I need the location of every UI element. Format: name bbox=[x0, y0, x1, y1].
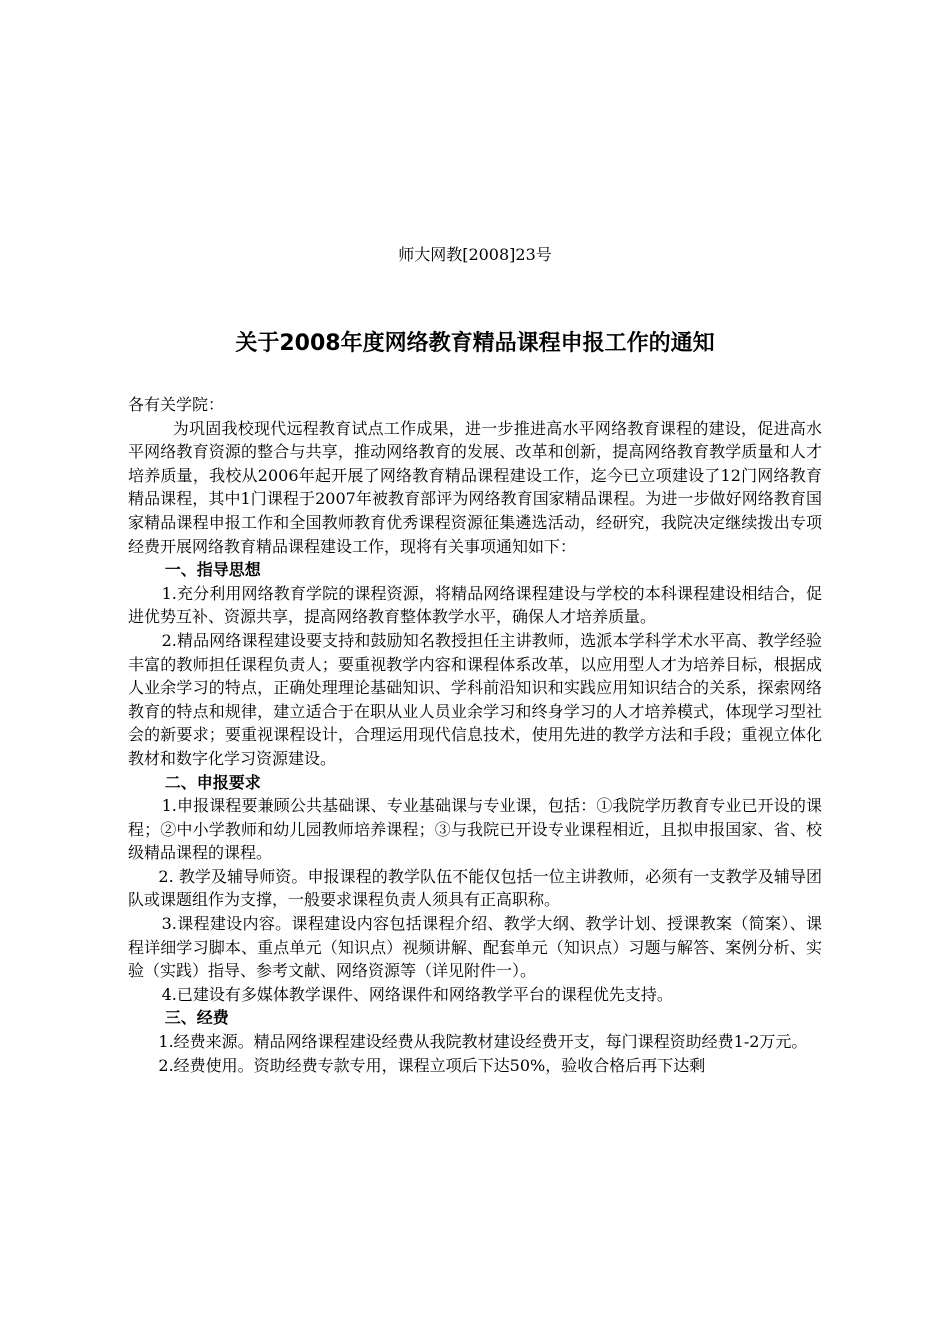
section-heading-requirements: 二、申报要求 bbox=[164, 772, 261, 792]
paragraph: 2. 教学及辅导师资。申报课程的教学队伍不能仅包括一位主讲教师，必须有一支教学及辅导团队或课题组作为支撑，一般要求课程负责人须具有正高职称。 bbox=[128, 866, 822, 910]
document-body bbox=[128, 393, 822, 1077]
paragraph: 3.课程建设内容。课程建设内容包括课程介绍、教学大纲、教学计划、授课教案（简案）、课程详细学习脚本、重点单元（知识点）视频讲解、配套单元（知识点）习题与解答、案例分析、实验（实践）指导、参考文献、网络资源等（详见附件一）。 bbox=[128, 914, 822, 981]
document-number: 师大网教[2008]23号 bbox=[398, 245, 552, 264]
paragraph: 2.精品网络课程建设要支持和鼓励知名教授担任主讲教师，选派本学科学术水平高、教学经验丰富的教师担任课程负责人；要重视教学内容和课程体系改革，以应用型人才为培养目标，根据成人业余学习的特点，正确处理理论基础知识、学科前沿知识和实践应用知识结合的关系，探索网络教育的特点和规律，建立适合于在职从业人员业余学习和终身学习的人才培养模式，体现学习型社会的新要求；要重视课程设计，合理运用现代信息技术，使用先进的教学方法和手段；重视立体化教材和数字化学习资源建设。 bbox=[128, 630, 822, 768]
paragraph: 1.经费来源。精品网络课程建设经费从我院教材建设经费开支，每门课程资助经费1-2万元。 bbox=[158, 1032, 808, 1052]
paragraph: 2.经费使用。资助经费专款专用，课程立项后下达50%，验收合格后再下达剩 bbox=[158, 1055, 706, 1075]
intro-paragraph: 为巩固我校现代远程教育试点工作成果，进一步推进高水平网络教育课程的建设，促进高水平网络教育资源的整合与共享，推动网络教育的发展、改革和创新，提高网络教育教学质量和人才培养质量，我校从2006年起开展了网络教育精品课程建设工作，迄今已立项建设了12门网络教育精品课程，其中1门课程于2007年被教育部评为网络教育国家精品课程。为进一步做好网络教育国家精品课程申报工作和全国教师教育优秀课程资源征集遴选活动，经研究，我院决定继续拨出专项经费开展网络教育精品课程建设工作，现将有关事项通知如下： bbox=[128, 418, 822, 556]
paragraph: 1.充分利用网络教育学院的课程资源，将精品网络课程建设与学校的本科课程建设相结合，促进优势互补、资源共享，提高网络教育整体教学水平，确保人才培养质量。 bbox=[128, 583, 822, 627]
section-heading-guiding-thought: 一、指导思想 bbox=[164, 560, 261, 580]
section-heading-funding: 三、经费 bbox=[164, 1008, 229, 1028]
paragraph: 1.申报课程要兼顾公共基础课、专业基础课与专业课，包括：①我院学历教育专业已开设的课程；②中小学教师和幼儿园教师培养课程；③与我院已开设专业课程相近，且拟申报国家、省、校级精品课程的课程。 bbox=[128, 796, 822, 863]
document-title: 关于2008年度网络教育精品课程申报工作的通知 bbox=[235, 331, 715, 356]
paragraph: 4.已建设有多媒体教学课件、网络课件和网络教学平台的课程优先支持。 bbox=[161, 984, 673, 1004]
salutation: 各有关学院： bbox=[128, 395, 225, 414]
